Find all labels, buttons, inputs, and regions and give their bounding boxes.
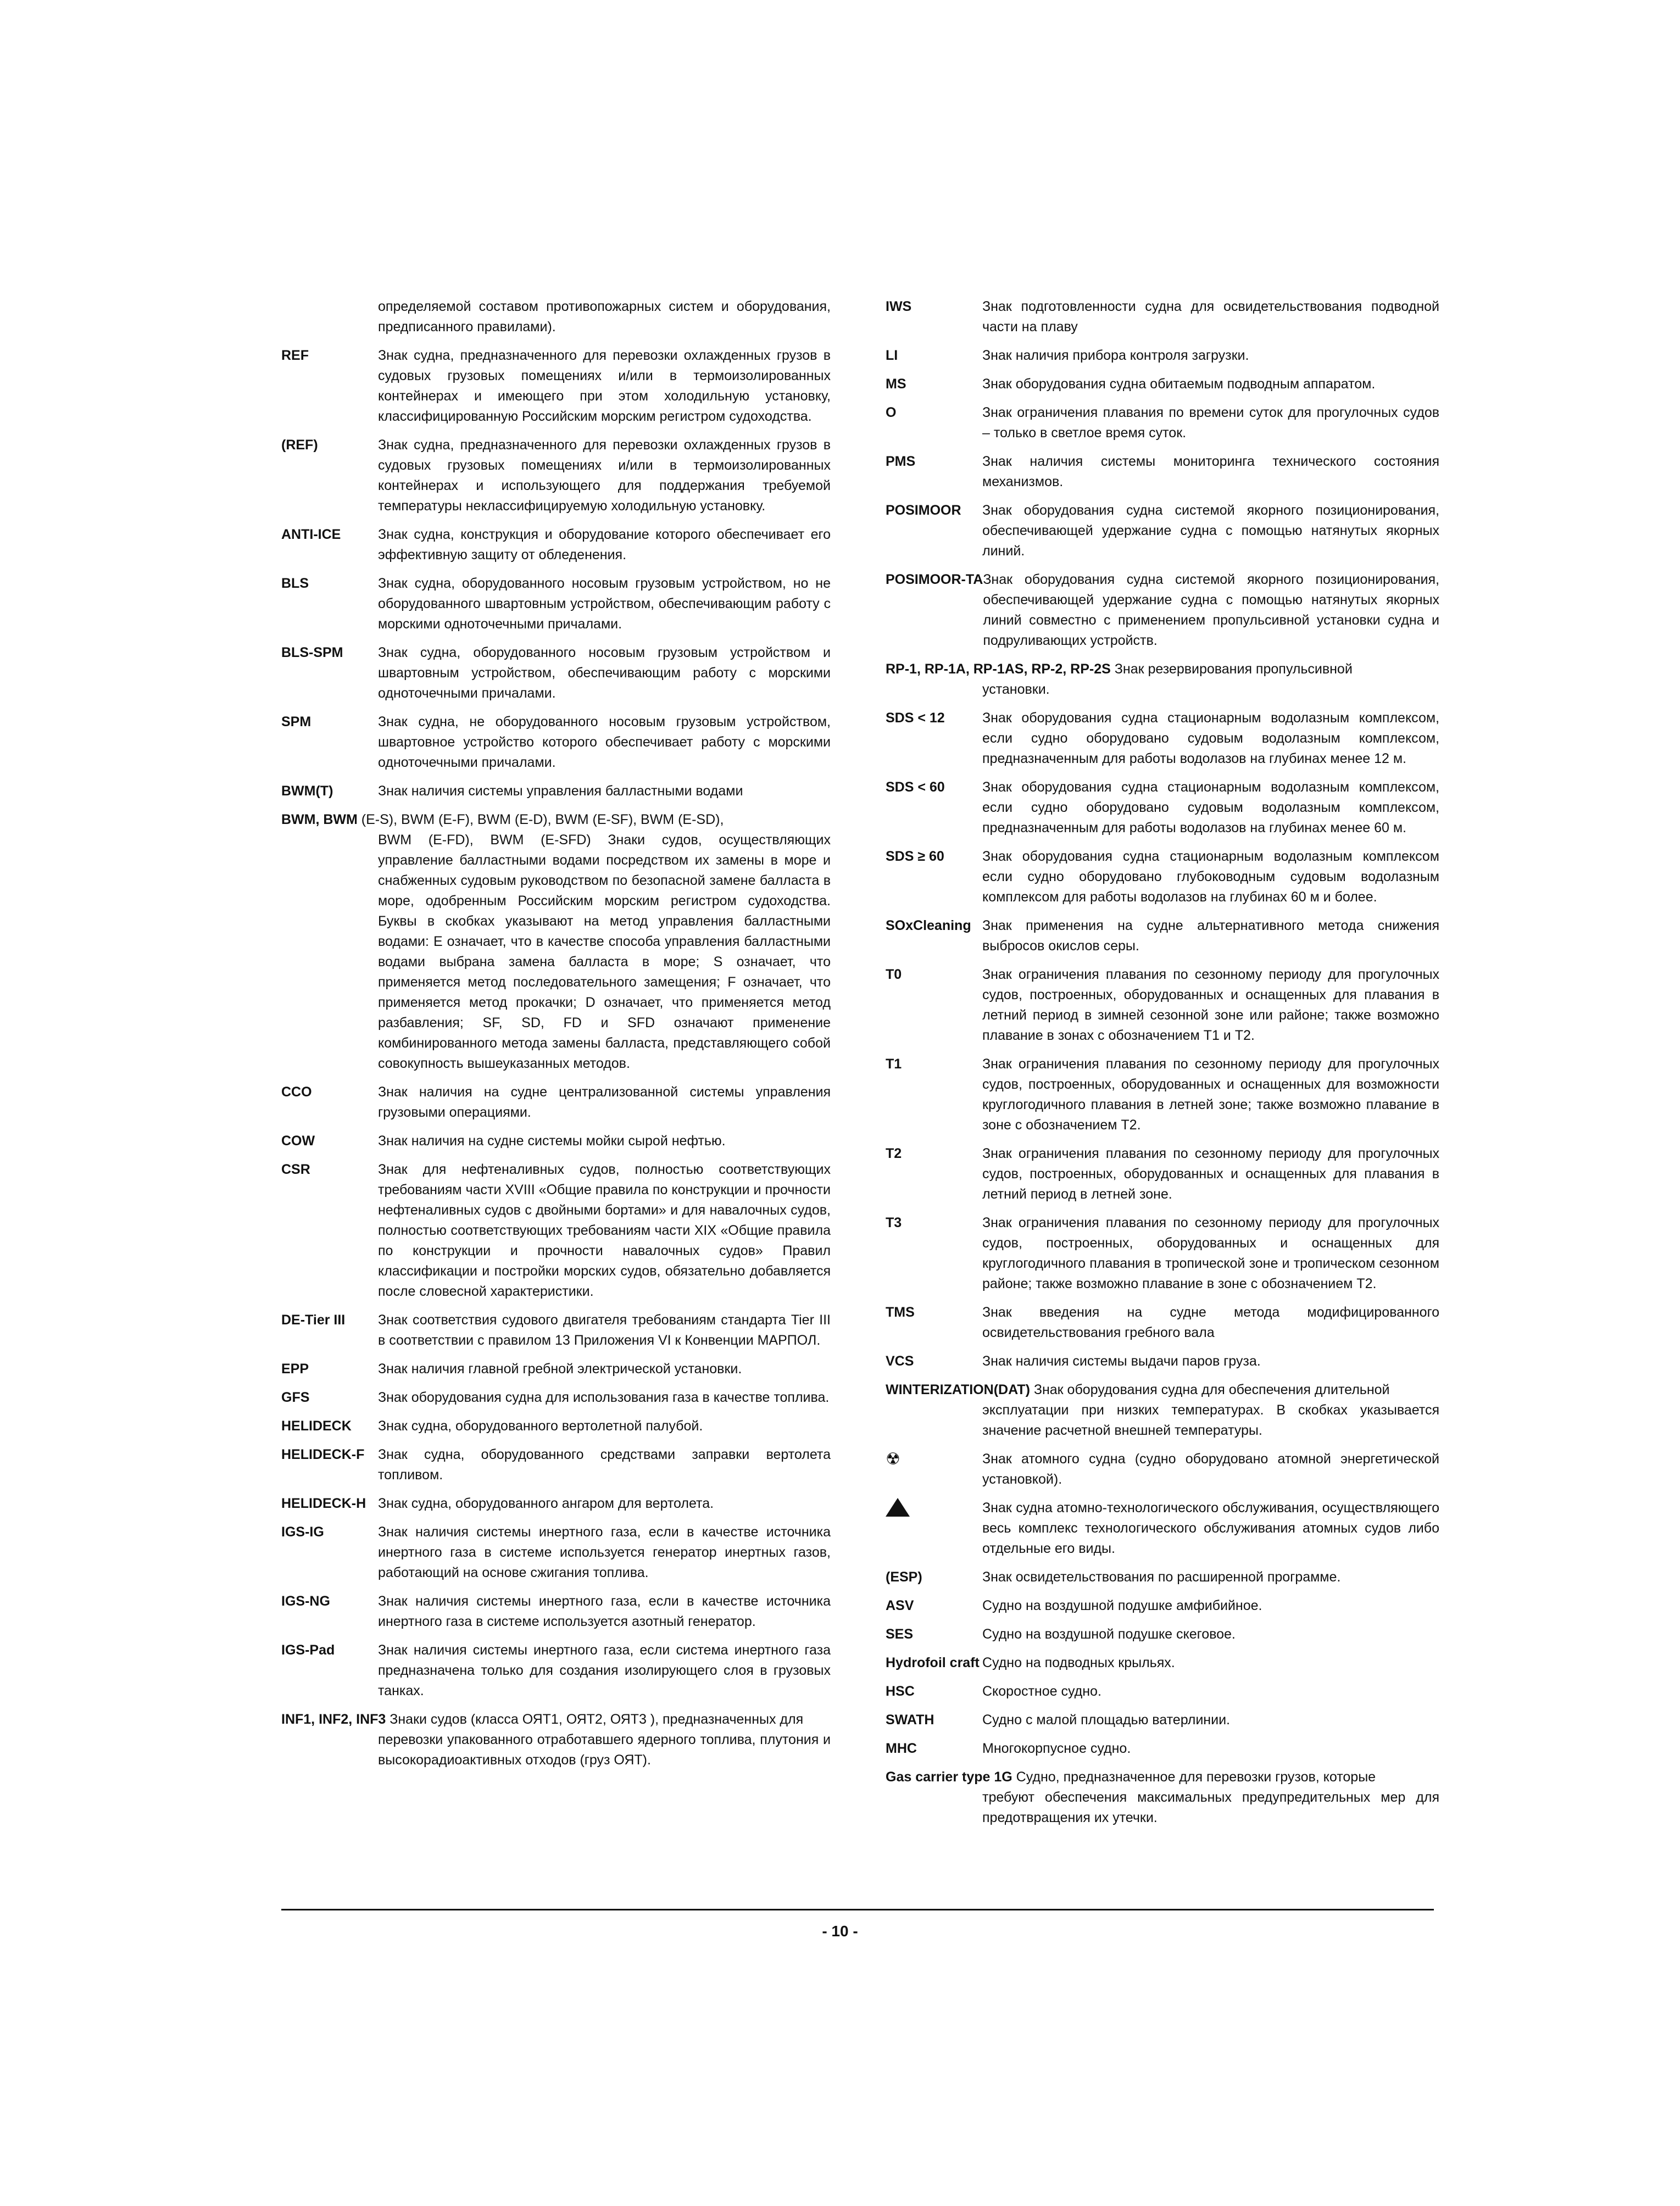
entry-description: Знак наличия на судне централизованной системы управления грузовыми операциями. [378,1084,831,1120]
entry-description: Знак судна, оборудованного вертолетной палубой. [378,1418,703,1434]
glossary-entry [886,500,1439,561]
entry-description: Знак судна, оборудованного средствами заправки вертолета топливом. [378,1447,831,1483]
glossary-entry [281,1494,831,1514]
glossary-entry [886,1213,1439,1294]
right-column [886,297,1439,1836]
atom-entry [886,1449,1439,1490]
glossary-entry [886,1624,1439,1645]
entry-description-start: Знаки судов (класса ОЯТ1, ОЯТ2, ОЯТ3 ), предназначенных для [390,1712,804,1727]
glossary-entry [281,1082,831,1123]
glossary-entry [886,1739,1439,1759]
bwm-entry-first-line [281,810,831,830]
rp-entry-first-line [886,659,1439,679]
atom-tech-entry [886,1498,1439,1559]
left-column [281,297,831,1779]
entry-description: Знак наличия системы управления балластными водами [378,783,743,799]
entry-description: Знак ограничения плавания по времени суток для прогулочных судов – только в светлое время суток. [982,405,1439,441]
entry-term [281,297,378,337]
entry-description: Знак оборудования судна стационарным водолазным комплексом, если судно оборудовано судовым водолазным комплексом, предназначенным для работы водолазов на глубинах менее 12 м. [982,710,1439,766]
glossary-entry [281,1416,831,1436]
glossary-entry [281,435,831,516]
entry-term: EPP [281,1361,309,1377]
entry-term: IWS [886,299,912,314]
glossary-entry [886,1351,1439,1372]
entry-description: Многокорпусное судно. [982,1741,1131,1756]
bwm-entry [281,810,831,1074]
atom-tech-icon [886,1498,982,1559]
rp-entry [886,659,1439,700]
entry-description: Знак ограничения плавания по сезонному периоду для прогулочных судов, построенных, оборудованных и оснащенных для плавания в летний период в летней зоне. [982,1146,1439,1202]
entry-term: MHC [886,1741,917,1756]
winterization-entry-first-line [886,1380,1439,1400]
entry-term: POSIMOOR [886,503,961,518]
atom-icon: ☢ [886,1450,900,1468]
entry-description: Знак атомного судна (судно оборудовано атомной энергетической установкой). [982,1451,1439,1487]
entry-description-rest: требуют обеспечения максимальных предупредительных мер для предотвращения их утечки. [982,1790,1439,1825]
entry-description: Знак оборудования судна системой якорного позиционирования, обеспечивающей удержание судна с помощью натянутых якорных линий. [982,503,1439,559]
entry-term: VCS [886,1353,914,1369]
entry-term: Hydrofoil craft [886,1655,980,1670]
entry-description: Знак судна, оборудованного носовым грузовым устройством и швартовным устройством, обеспечивающим работу с морскими одноточечными причалами. [378,645,831,701]
entry-description: Знак освидетельствования по расширенной программе. [982,1569,1341,1585]
glossary-entry [886,1710,1439,1730]
entry-term: BLS [281,576,309,591]
entry-description: Знак оборудования судна стационарным водолазным комплексом если судно оборудовано глубоководным судовым водолазным комплексом для работы водолазов на глубинах 60 м и более. [982,849,1439,905]
entry-term: POSIMOOR-TA [886,572,983,587]
entry-term: SES [886,1626,914,1642]
glossary-entry [281,573,831,634]
entry-term: ASV [886,1598,914,1613]
entry-term: DE-Tier III [281,1312,346,1328]
entry-term: BLS-SPM [281,645,343,660]
entry-description: Знак наличия системы инертного газа, если в качестве источника инертного газа в системе используется генератор инертных газов, работающий на основе сжигания топлива. [378,1524,831,1580]
glossary-entry [886,1653,1439,1673]
entry-term: WINTERIZATION(DAT) [886,1382,1030,1397]
entry-description-rest: BWM (E-FD), BWM (E-SFD) Знаки судов, осуществляющих управление балластными водами посредством их замены в море и снабженных судовым руководством по безопасной замене балласта в море, одобренным Российским морским регистром судоходства. Буквы в скобках указывают на метод управления балластными водами: E означает, что в качестве способа управления балластными водами выбрана замена балласта в море; S означает, что применяется метод последовательного замещения; F означает, что применяется метод прокачки; D означает, что применяется метод разбавления; SF, SD, FD и SFD означают применение комбинированного метода замены балласта, представляющего собой совокупность вышеуказанных методов. [378,832,831,1071]
entry-description: Знак соответствия судового двигателя требованиям стандарта Tier III в соответствии с правилом 13 Приложения VI к Конвенции МАРПОЛ. [378,1312,831,1348]
glossary-entry [886,1144,1439,1205]
entry-description: Знак наличия на судне системы мойки сырой нефтью. [378,1133,726,1149]
glossary-entry [281,1388,831,1408]
glossary-entry [886,777,1439,838]
entry-description-rest: установки. [982,682,1050,697]
winterization-entry [886,1380,1439,1441]
entry-description: Знак оборудования судна стационарным водолазным комплексом, если судно оборудовано судовым водолазным комплексом, предназначенным для работы водолазов на глубинах менее 60 м. [982,779,1439,835]
entry-description: Скоростное судно. [982,1684,1102,1699]
entry-description: Судно на воздушной подушке скеговое. [982,1626,1236,1642]
entry-term: HSC [886,1684,915,1699]
glossary-entry [886,1596,1439,1616]
entry-description: Знак судна, конструкция и оборудование которого обеспечивает его эффективную защиту от обледенения. [378,527,831,562]
entry-description: Знак наличия системы инертного газа, если система инертного газа предназначена только для создания изолирующего слоя в грузовых танках. [378,1642,831,1698]
entry-term: MS [886,376,906,392]
glossary-entry [281,781,831,801]
glossary-entry [886,846,1439,907]
entry-term: T0 [886,967,902,982]
entry-description: Знак судна атомно-технологического обслуживания, осуществляющего весь комплекс технологического обслуживания атомных судов либо отдельные его виды. [982,1500,1439,1556]
glossary-entry [281,1160,831,1302]
glossary-entry [886,965,1439,1046]
entry-term: CSR [281,1162,310,1177]
entry-term: REF [281,348,309,363]
entry-term: SPM [281,714,311,729]
entry-description-start: Знак оборудования судна для обеспечения длительной [1033,1382,1390,1397]
glossary-entry [886,297,1439,337]
entry-description: Знак ограничения плавания по сезонному периоду для прогулочных судов, построенных, оборудованных и оснащенных для возможности круглогодичного плавания в летней зоне; также возможно плавание в зоне с обозначением T2. [982,1056,1439,1133]
entry-term: SDS < 60 [886,779,945,795]
entry-description: Знак введения на судне метода модифицированного освидетельствования гребного вала [982,1305,1439,1340]
entry-description: определяемой составом противопожарных систем и оборудования, предписанного правилами). [378,299,831,335]
entry-description: Знак ограничения плавания по сезонному периоду для прогулочных судов, построенных, оборудованных и оснащенных для плавания в летний период в зимней сезонной зоне или районе; также возможно плавание в зонах с обозначением T1 и T2. [982,967,1439,1043]
entry-description-rest: перевозки упакованного отработавшего ядерного топлива, плутония и высокорадиоактивных отходов (груз ОЯТ). [378,1732,831,1768]
glossary-entry [281,1445,831,1485]
entry-term: PMS [886,454,916,469]
glossary-entry [281,346,831,427]
glossary-entry [886,1054,1439,1135]
entry-description: Знак судна, оборудованного носовым грузовым устройством, но не оборудованного швартовным устройством, обеспечивающим работу с морскими одноточечными причалами. [378,576,831,632]
entry-description: Знак судна, предназначенного для перевозки охлажденных грузов в судовых грузовых помещениях и/или в термоизолированных контейнерах и имеющего при этом холодильную установку, классифицированную Российским морским регистром судоходства. [378,348,831,424]
glossary-entry [281,643,831,704]
entry-term: HELIDECK [281,1418,352,1434]
entry-description: Знак оборудования судна системой якорного позиционирования, обеспечивающей удержание судна с помощью натянутых якорных линий совместно с применением пропульсивной установки судна и подруливающих устройств. [983,572,1439,648]
glossary-entry [281,1359,831,1379]
glossary-entry [886,1302,1439,1343]
entry-term: SOxCleaning [886,918,971,933]
entry-term: IGS-NG [281,1594,330,1609]
entry-description: Знак судна, предназначенного для перевозки охлажденных грузов в судовых грузовых помещениях и/или в термоизолированных контейнерах и использующего для поддержания требуемой температуры неклассифицируемую холодильную установку. [378,437,831,514]
glossary-entry [886,403,1439,443]
glossary-entry [281,1310,831,1351]
entry-term: IGS-IG [281,1524,324,1540]
entry-term: COW [281,1133,315,1149]
glossary-entry [886,570,1439,651]
entry-description: Знак применения на судне альтернативного метода снижения выбросов окислов серы. [982,918,1439,954]
entry-description-start: (E-S), BWM (E-F), BWM (E-D), BWM (E-SF), BWM (E-SD), [361,812,724,827]
entry-description: Знак судна, не оборудованного носовым грузовым устройством, швартовное устройство которого обеспечивает работу с морскими одноточечными причалами. [378,714,831,770]
glossary-entry [886,452,1439,492]
glossary-entry [281,1522,831,1583]
glossary-entry [886,1567,1439,1587]
entry-description-start: Знак резервирования пропульсивной [1114,661,1353,677]
entry-term: ANTI-ICE [281,527,341,542]
gas-carrier-entry [886,1767,1439,1828]
glossary-entry [281,525,831,565]
entry-description: Знак наличия системы мониторинга технического состояния механизмов. [982,454,1439,489]
entry-term: RP-1, RP-1A, RP-1AS, RP-2, RP-2S [886,661,1111,677]
entry-description: Знак судна, оборудованного ангаром для вертолета. [378,1496,714,1511]
glossary-entry [886,708,1439,769]
glossary-entry [281,1131,831,1151]
entry-term: T2 [886,1146,902,1161]
entry-term: (REF) [281,437,318,453]
page-number: - 10 - [822,1923,858,1940]
entry-term: HELIDECK-H [281,1496,366,1511]
entry-term: SWATH [886,1712,934,1728]
entry-term: INF1, INF2, INF3 [281,1712,386,1727]
glossary-entry [886,374,1439,394]
entry-description: Знак для нефтеналивных судов, полностью соответствующих требованиям части XVIII «Общие правила по конструкции и прочности нефтеналивных судов с двойными бортами» и для навалочных судов, полностью соответствующих требованиям части XIX «Общие правила по конструкции и прочности навалочных судов» Правил классификации и постройки морских судов, обязательно добавляется после словесной характеристики. [378,1162,831,1299]
entry-term: BWM, BWM [281,812,358,827]
radiation-triangle-icon [886,1498,910,1517]
entry-term: SDS ≥ 60 [886,849,944,864]
glossary-entry [886,916,1439,956]
glossary-entry [281,712,831,773]
entry-description: Судно на воздушной подушке амфибийное. [982,1598,1262,1613]
entry-description: Знак оборудования судна обитаемым подводным аппаратом. [982,376,1376,392]
entry-description: Знак подготовленности судна для освидетельствования подводной части на плаву [982,299,1439,335]
inf-entry-first-line [281,1709,831,1730]
entry-description: Знак наличия прибора контроля загрузки. [982,348,1249,363]
entry-description: Знак ограничения плавания по сезонному периоду для прогулочных судов, построенных, оборудованных и оснащенных для круглогодичного плавания в тропической зоне и тропическом сезонном районе; также возможно плавание в зоне с обозначением T2. [982,1215,1439,1291]
glossary-entry [281,297,831,337]
entry-description: Судно с малой площадью ватерлинии. [982,1712,1230,1728]
entry-term: BWM(T) [281,783,333,799]
glossary-entry [281,1640,831,1701]
gas-carrier-entry-first-line [886,1767,1439,1787]
glossary-entry [886,1681,1439,1702]
footer-rule [281,1909,1434,1910]
entry-description: Знак наличия системы инертного газа, если в качестве источника инертного газа в системе используется азотный генератор. [378,1594,831,1629]
entry-description: Судно на подводных крыльях. [982,1655,1175,1670]
entry-term: IGS-Pad [281,1642,335,1658]
glossary-entry [886,346,1439,366]
glossary-entry [281,1591,831,1632]
entry-term: (ESP) [886,1569,922,1585]
entry-description: Знак наличия главной гребной электрической установки. [378,1361,742,1377]
entry-term: HELIDECK-F [281,1447,365,1462]
entry-term: T3 [886,1215,902,1230]
entry-term: CCO [281,1084,312,1100]
entry-term: GFS [281,1390,310,1405]
inf-entry [281,1709,831,1770]
entry-description-start: Судно, предназначенное для перевозки грузов, которые [1016,1769,1376,1785]
entry-term: Gas carrier type 1G [886,1769,1013,1785]
entry-description: Знак наличия системы выдачи паров груза. [982,1353,1261,1369]
entry-term: T1 [886,1056,902,1072]
entry-term: SDS < 12 [886,710,945,726]
entry-term: O [886,405,897,420]
entry-term: TMS [886,1305,915,1320]
entry-description: Знак оборудования судна для использования газа в качестве топлива. [378,1390,830,1405]
entry-term: LI [886,348,898,363]
entry-description-rest: эксплуатации при низких температурах. В скобках указывается значение расчетной внешней температуры. [982,1402,1439,1438]
